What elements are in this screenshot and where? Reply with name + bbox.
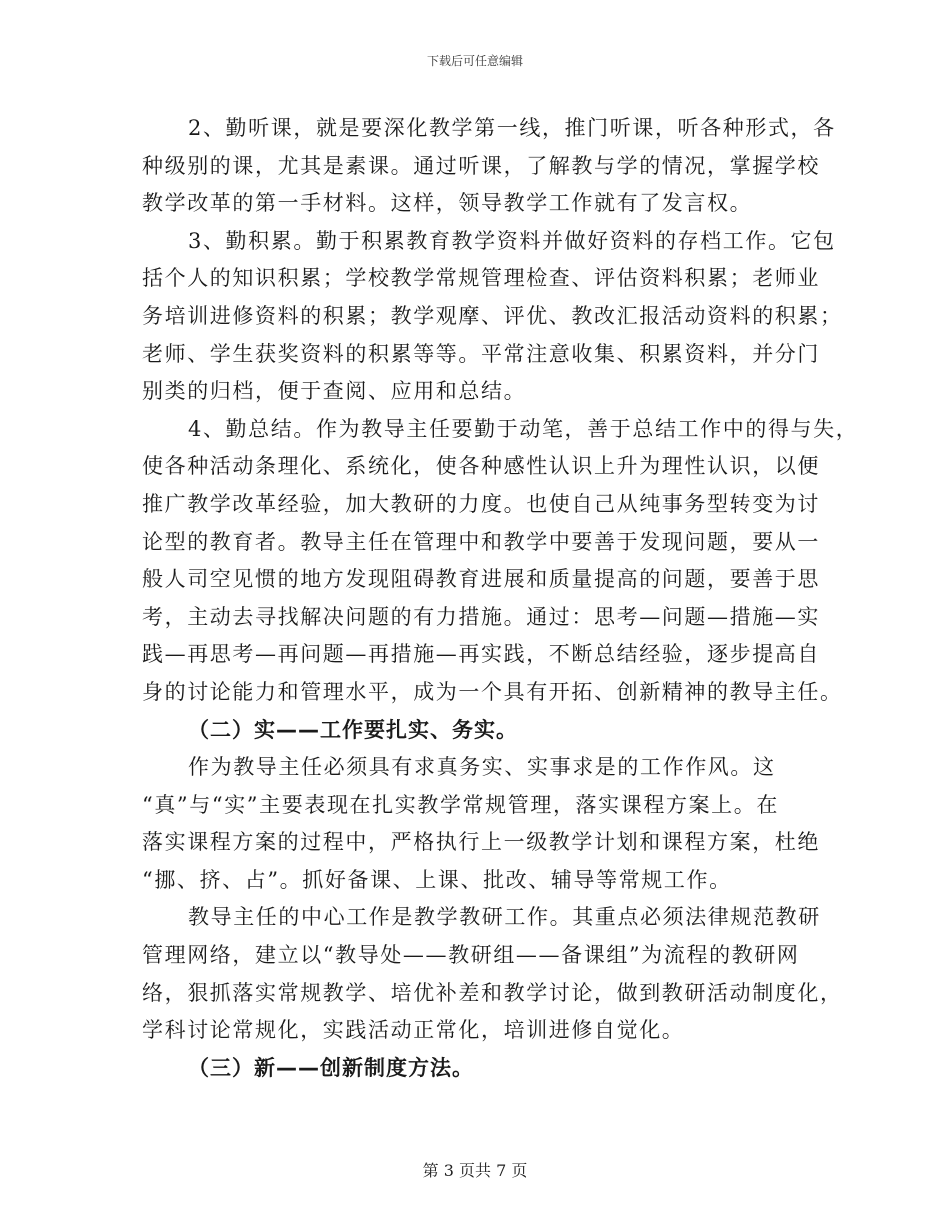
text-line: 论型的教育者。教导主任在管理中和教学中要善于发现问题，要从一 <box>142 529 820 554</box>
section-heading: （三）新——创新制度方法。 <box>188 1055 474 1080</box>
text-line: 般人司空见惯的地方发现阻碍教育进展和质量提高的问题，要善于思 <box>142 567 820 592</box>
text-line: 考，主动去寻找解决问题的有力措施。通过：思考—问题—措施—实 <box>142 604 820 629</box>
text-line: 作为教导主任必须具有求真务实、实事求是的工作作风。这 <box>188 755 776 780</box>
text-line: 种级别的课，尤其是素课。通过听课，了解教与学的情况，掌握学校 <box>142 153 820 178</box>
text-line: 别类的归档，便于查阅、应用和总结。 <box>142 379 527 404</box>
text-line: 践—再思考—再问题—再措施—再实践，不断总结经验，逐步提高自 <box>142 642 820 667</box>
text-line: 括个人的知识积累；学校教学常规管理检查、评估资料积累；老师业 <box>142 266 820 291</box>
text-line: “挪、挤、占”。抓好备课、上课、批改、辅导等常规工作。 <box>142 867 732 892</box>
text-line: “真”与“实”主要表现在扎实教学常规管理，落实课程方案上。在 <box>142 792 779 817</box>
text-line: 落实课程方案的过程中，严格执行上一级教学计划和课程方案，杜绝 <box>142 830 820 855</box>
header-note: 下载后可任意编辑 <box>426 54 523 68</box>
text-line: 教学改革的第一手材料。这样，领导教学工作就有了发言权。 <box>142 191 753 216</box>
text-line: 学科讨论常规化，实践活动正常化，培训进修自觉化。 <box>142 1018 685 1043</box>
text-line: 身的讨论能力和管理水平，成为一个具有开拓、创新精神的教导主任。 <box>142 679 843 704</box>
document-body <box>142 110 859 1087</box>
text-line: 2、勤听课，就是要深化教学第一线，推门听课，听各种形式，各 <box>188 116 836 140</box>
text-line: 老师、学生获奖资料的积累等等。平常注意收集、积累资料，并分门 <box>142 341 820 366</box>
text-line: 3、勤积累。勤于积累教育教学资料并做好资料的存档工作。它包 <box>188 228 836 253</box>
page-number: 第 3 页共 7 页 <box>422 1161 528 1180</box>
section-heading: （二）实——工作要扎实、务实。 <box>188 717 518 742</box>
text-line: 管理网络，建立以“教导处——教研组——备课组”为流程的教研网 <box>142 943 800 968</box>
text-line: 使各种活动条理化、系统化，使各种感性认识上升为理性认识，以便 <box>142 454 820 479</box>
text-line: 教导主任的中心工作是教学教研工作。其重点必须法律规范教研 <box>188 905 821 930</box>
text-line: 务培训进修资料的积累；教学观摩、评优、教改汇报活动资料的积累； <box>142 303 843 328</box>
text-line: 推广教学改革经验，加大教研的力度。也使自己从纯事务型转变为讨 <box>142 491 820 516</box>
text-line: 络，狠抓落实常规教学、培优补差和教学讨论，做到教研活动制度化， <box>142 980 843 1005</box>
text-line: 4、勤总结。作为教导主任要勤于动笔，善于总结工作中的得与失， <box>188 416 859 441</box>
